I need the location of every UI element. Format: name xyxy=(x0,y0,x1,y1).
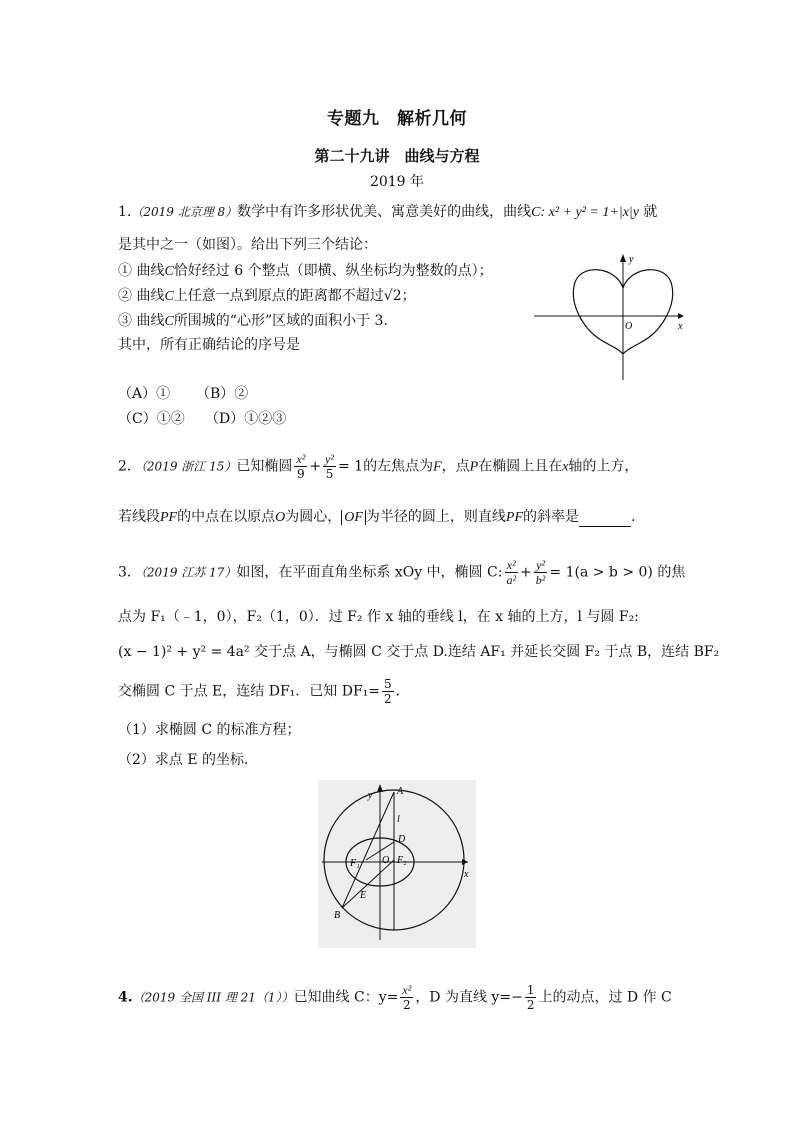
q3-line4: 交椭圆 C 于点 E，连结 DF₁．已知 DF₁= $\frac{5}{2}$ ． xyxy=(118,677,410,706)
q2-line1: 2．（2019 浙江 15）已知椭圆 $\frac{\text{x²}}{9}$ + $\frac{\text{y²}}{5}$ = 1的左焦点为F，点P在椭圆上且在x轴的上方， xyxy=(118,452,639,481)
q1-line2: 是其中之一（如图）。给出下列三个结论： xyxy=(118,237,377,253)
q3-number: 3． xyxy=(118,564,141,581)
fig-y-label: y xyxy=(368,790,373,801)
point-e-label: E xyxy=(360,890,367,901)
q1-equation: : x² + y² = 1+|x|y xyxy=(540,205,639,220)
q1-number: 1. xyxy=(118,204,132,220)
point-b-label: B xyxy=(334,910,341,921)
heart-curve-figure xyxy=(528,248,694,384)
q1-item2: ② 曲线C上任意一点到原点的距离都不超过√2； xyxy=(118,288,416,304)
q1-ask: 其中，所有正确结论的序号是 xyxy=(118,337,300,353)
y-axis-arrow xyxy=(620,254,626,262)
q3-fraction-df1: $\frac{5}{2}$ xyxy=(384,677,392,706)
ellipse-circle-figure xyxy=(318,780,476,948)
q4-number: 4. xyxy=(118,989,133,1006)
q1-source: （2019 北京理 8） xyxy=(131,205,238,219)
q2-answer-blank xyxy=(579,512,631,527)
point-f2-label: F₂ xyxy=(397,855,407,866)
point-d-label: D xyxy=(398,834,406,845)
lecture-subtitle: 第二十九讲 曲线与方程 xyxy=(314,147,480,165)
q4-fraction-x2: $\frac{\text{x²}}{2}$ xyxy=(402,983,412,1012)
q1-option-c: （C）①② xyxy=(118,411,185,427)
q3-part2: （2）求点 E 的坐标． xyxy=(118,752,259,768)
origin-label: O xyxy=(625,321,633,332)
q1-option-d: （D）①②③ xyxy=(205,411,287,427)
y-axis-label: y xyxy=(629,254,634,265)
q3-line3: (x − 1)² + y² = 4a² 交于点 A，与椭圆 C 交于点 D.连结 AF₁ 并延长交圆 F₂ 于点 B，连结 BF₂ xyxy=(118,644,720,660)
q3-line2: 点为 F₁（﹣1，0），F₂（1，0）．过 F₂ 作 x 轴的垂线 l，在 x 轴的上方，l 与圆 F₂: xyxy=(118,609,639,625)
q1-line1: 1.（2019 北京理 8）数学中有许多形状优美、寓意美好的曲线，曲线C: x² + y² = 1+|x|y 就 xyxy=(118,204,658,220)
q3-source: （2019 江苏 17） xyxy=(140,565,237,580)
q1-option-a: （A）① xyxy=(118,386,171,402)
page-title: 专题九 解析几何 xyxy=(327,109,467,129)
q2-fraction-y: $\frac{\text{y²}}{5}$ xyxy=(325,452,334,481)
point-f1-label: F₁ xyxy=(350,858,360,869)
q1-item3: ③ 曲线C所围城的“心形”区域的面积小于 3. xyxy=(118,313,388,329)
point-a-label: A xyxy=(397,786,404,797)
q1-item1: ① 曲线C恰好经过 6 个整点（即横、纵坐标均为整数的点）； xyxy=(118,263,493,279)
q2-source: （2019 浙江 15） xyxy=(140,459,237,474)
q2-fraction-x: $\frac{\text{x²}}{9}$ xyxy=(296,452,306,481)
fig-x-label: x xyxy=(464,869,469,880)
q4-source: （2019 全国 III 理 21（1）） xyxy=(132,990,294,1005)
point-o-label: O xyxy=(382,855,390,866)
q4-line1: 4.（2019 全国 III 理 21（1））已知曲线 C：y= $\frac{\text{x²}}{2}$ ，D 为直线 y=− $\frac{1}{2}$ 上的动点，过 D 作 C xyxy=(118,983,672,1012)
year-heading: 2019 年 xyxy=(369,174,425,190)
q2-number: 2． xyxy=(118,458,141,475)
line-l-label: l xyxy=(397,814,400,825)
q3-fraction-y: $\frac{\text{y²}}{\text{b²}}$ xyxy=(535,558,546,587)
q2-line2: 若线段PF的中点在以原点O为圆心， OF 为半径的圆上，则直线PF的斜率是 . xyxy=(118,509,636,525)
q1-option-b: （B）② xyxy=(196,386,249,402)
x-axis-label: x xyxy=(678,321,683,332)
x-axis-arrow xyxy=(678,313,684,319)
q3-line1: 3．（2019 江苏 17）如图，在平面直角坐标系 xOy 中，椭圆 C: $\frac{\text{x²}}{\text{a²}}$ + $\frac{\text{y²}}{\text{b²}}$ = 1(a > b > 0) 的焦 xyxy=(118,558,686,587)
q3-fraction-x: $\frac{\text{x²}}{\text{a²}}$ xyxy=(506,558,517,587)
q3-part1: （1）求椭圆 C 的标准方程； xyxy=(118,722,301,738)
q4-fraction-half: $\frac{1}{2}$ xyxy=(526,983,535,1012)
